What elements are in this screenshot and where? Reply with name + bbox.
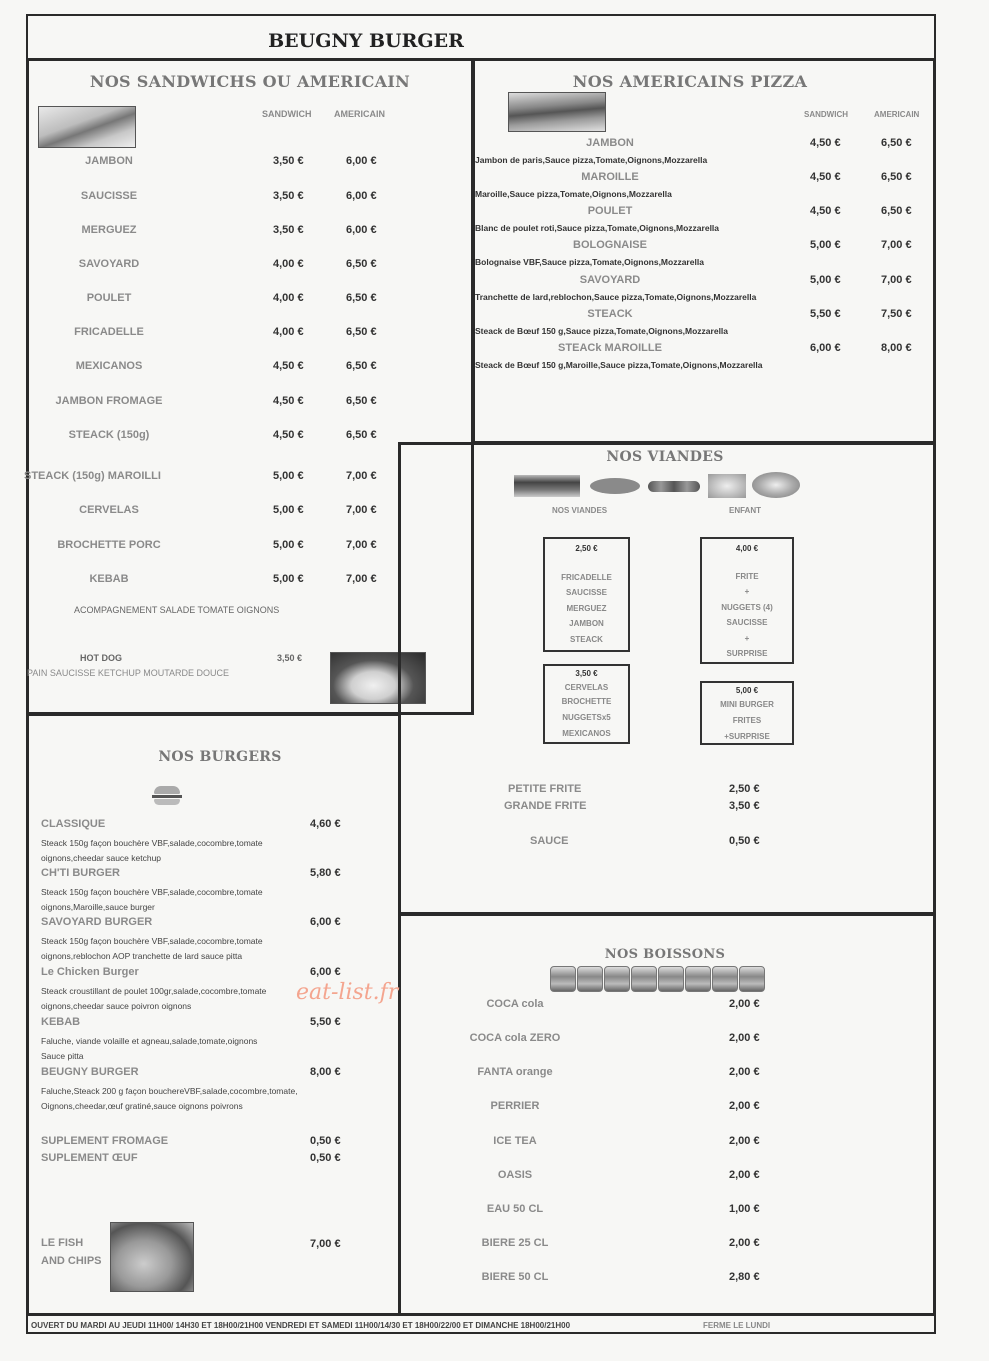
pizza-description: Jambon de paris,Sauce pizza,Tomate,Oignons,Mozzarella [475, 155, 708, 165]
fish-and-chips-price: 7,00 € [310, 1238, 341, 1250]
pizza-photo [508, 92, 606, 132]
pizza-description: Steack de Bœuf 150 g,Maroille,Sauce pizza,Tomate,Oignons,Mozzarella [475, 360, 763, 370]
americain-price: 7,00 € [346, 470, 377, 482]
burger-description: oignons,cheedar sauce poivron oignons [41, 1001, 192, 1011]
sandwich-name: STEACK (150g) MAROILLI [24, 470, 161, 482]
burger-price: 6,00 € [310, 966, 341, 978]
burger-description: oignons,reblochon AOP tranchette de lard sauce pitta [41, 951, 243, 961]
burger-price: 4,60 € [310, 818, 341, 830]
burger-name: CH'TI BURGER [41, 867, 121, 879]
americain-price: 6,00 € [346, 190, 377, 202]
boisson-name: EAU 50 CL [486, 1203, 544, 1215]
viande-photo-3 [648, 481, 700, 492]
americain-price: 6,50 € [346, 292, 377, 304]
drink-can-icon [550, 966, 576, 992]
pizza-name: STEACK [587, 308, 633, 320]
boisson-name: ICE TEA [493, 1135, 537, 1147]
pizza-sandwich-price: 4,50 € [810, 137, 841, 149]
boisson-name: PERRIER [490, 1100, 540, 1112]
box4-item: +SURPRISE [724, 732, 770, 741]
boisson-price: 2,00 € [729, 1066, 760, 1078]
hotdog-name: HOT DOG [80, 653, 122, 663]
extra-sauce: SAUCE [530, 835, 569, 847]
box2-price: 3,50 € [575, 669, 598, 678]
hotdog-description: PAIN SAUCISSE KETCHUP MOUTARDE DOUCE [27, 668, 230, 678]
sandwich-price: 4,00 € [273, 258, 304, 270]
americain-price: 7,00 € [346, 573, 377, 585]
burger-price: 8,00 € [310, 1066, 341, 1078]
sandwich-price: 3,50 € [273, 190, 304, 202]
extra-petite-frite-price: 2,50 € [729, 783, 760, 795]
americain-price: 6,50 € [346, 326, 377, 338]
restaurant-title: BEUGNY BURGER [268, 30, 464, 52]
box1-item: MERGUEZ [566, 603, 607, 613]
americain-price: 6,50 € [346, 395, 377, 407]
pizza-name: STEACk MAROILLE [558, 342, 662, 354]
box3-price: 4,00 € [735, 544, 759, 553]
box1-item: STEACK [570, 634, 603, 644]
pizza-sandwich-price: 5,00 € [810, 239, 841, 251]
sandwich-price: 4,50 € [273, 360, 304, 372]
sandwich-name: JAMBON FROMAGE [55, 395, 163, 407]
accompagnement-note: ACOMPAGNEMENT SALADE TOMATE OIGNONS [74, 605, 280, 615]
sandwichs-col-americain: AMERICAIN [334, 109, 385, 119]
pizza-americain-price: 7,00 € [881, 274, 912, 286]
box1-item: SAUCISSE [566, 588, 607, 597]
extra-petite-frite: PETITE FRITE [508, 783, 582, 795]
boisson-name: BIERE 25 CL [481, 1237, 549, 1249]
fish-and-chips-line1: LE FISH [41, 1237, 84, 1249]
box3-item: + [744, 587, 750, 596]
pizza-col-americain: AMERICAIN [874, 110, 920, 119]
americain-price: 6,50 € [346, 258, 377, 270]
pizza-description: Maroille,Sauce pizza,Tomate,Oignons,Mozzarella [475, 189, 672, 199]
boisson-price: 2,00 € [729, 998, 760, 1010]
sandwich-price: 4,00 € [273, 326, 304, 338]
box2-item: CERVELAS [564, 683, 609, 692]
pizza-description: Tranchette de lard,reblochon,Sauce pizza,Tomate,Oignons,Mozzarella [475, 292, 757, 302]
sandwich-price: 5,00 € [273, 573, 304, 585]
fish-and-chips-photo [110, 1222, 194, 1292]
pizza-sandwich-price: 5,50 € [810, 308, 841, 320]
enfant-box-4-00 [700, 537, 794, 664]
burger-description: Steack 150g façon bouchère VBF,salade,cocombre,tomate [41, 838, 263, 848]
drink-can-icon [712, 966, 738, 992]
drink-can-icon [604, 966, 630, 992]
pizza-name: MAROILLE [581, 171, 639, 183]
boisson-price: 2,00 € [729, 1135, 760, 1147]
box3-item: FRITE [735, 571, 759, 581]
pizza-americain-price: 7,00 € [881, 239, 912, 251]
viandes-title: NOS VIANDES [606, 449, 724, 465]
burger-description: Steack 150g façon bouchère VBF,salade,cocombre,tomate [41, 887, 263, 897]
sandwich-name: FRICADELLE [74, 326, 144, 338]
viandes-box-3-50 [543, 664, 630, 744]
box3-item: SURPRISE [726, 649, 768, 658]
sandwichs-col-sandwich: SANDWICH [262, 109, 312, 119]
drink-can-icon [685, 966, 711, 992]
hotdog-price: 3,50 € [277, 653, 303, 663]
sandwich-price: 4,50 € [273, 395, 304, 407]
viandes-col-viandes: NOS VIANDES [552, 506, 608, 515]
sandwich-photo [38, 106, 136, 148]
sandwich-price: 4,00 € [273, 292, 304, 304]
fish-and-chips-line2: AND CHIPS [41, 1255, 102, 1267]
pizza-sandwich-price: 4,50 € [810, 171, 841, 183]
americain-price: 7,00 € [346, 504, 377, 516]
pizza-description: Steack de Bœuf 150 g,Sauce pizza,Tomate,Oignons,Mozzarella [475, 326, 729, 336]
drink-can-icon [658, 966, 684, 992]
pizza-americain-price: 6,50 € [881, 137, 912, 149]
boisson-name: OASIS [497, 1169, 533, 1181]
opening-hours: OUVERT DU MARDI AU JEUDI 11H00/ 14H30 ET 18H00/21H00 VENDREDI ET SAMEDI 11H00/14/30 ET 18H00/22/00 ET DIMANCHE 18H00/21H00 [31, 1321, 571, 1330]
viande-photo-5 [752, 472, 800, 498]
americain-price: 6,00 € [346, 224, 377, 236]
sandwich-name: MEXICANOS [75, 360, 143, 372]
burger-description: Steack 150g façon bouchère VBF,salade,cocombre,tomate [41, 936, 263, 946]
boissons-title: NOS BOISSONS [604, 947, 726, 962]
burger-description: Faluche, viande volaille et agneau,salade,tomate,oignons [41, 1036, 258, 1046]
americain-price: 7,00 € [346, 539, 377, 551]
sandwich-name: BROCHETTE PORC [57, 539, 161, 551]
pizza-americain-price: 6,50 € [881, 171, 912, 183]
box1-item: FRICADELLE [561, 572, 612, 582]
viande-photo-2 [590, 478, 640, 494]
sandwich-name: JAMBON [85, 155, 133, 167]
sandwich-name: SAVOYARD [78, 258, 140, 270]
extra-sauce-price: 0,50 € [729, 835, 760, 847]
viandes-section [398, 442, 936, 915]
drink-can-icon [631, 966, 657, 992]
supplement-fromage-price: 0,50 € [310, 1135, 341, 1147]
box2-item: NUGGETSx5 [562, 713, 611, 722]
burger-icon [152, 786, 182, 806]
box1-item: JAMBON [569, 619, 604, 628]
box4-item: MINI BURGER [720, 700, 774, 709]
sandwich-price: 5,00 € [273, 504, 304, 516]
pizza-americain-price: 7,50 € [881, 308, 912, 320]
burger-price: 5,50 € [310, 1016, 341, 1028]
boisson-price: 2,00 € [729, 1032, 760, 1044]
americain-price: 6,50 € [346, 360, 377, 372]
extra-grande-frite: GRANDE FRITE [504, 800, 587, 812]
boisson-price: 2,00 € [729, 1100, 760, 1112]
pizza-name: POULET [587, 205, 633, 217]
viande-photo-1 [514, 475, 580, 497]
sandwich-price: 5,00 € [273, 539, 304, 551]
pizza-description: Bolognaise VBF,Sauce pizza,Tomate,Oignons,Mozzarella [475, 257, 704, 267]
box2-item: MEXICANOS [562, 729, 611, 738]
pizza-col-sandwich: SANDWICH [804, 110, 848, 119]
pizza-title: NOS AMERICAINS PIZZA [572, 72, 808, 91]
boisson-name: COCA cola [486, 998, 544, 1010]
viande-photo-4 [708, 474, 746, 498]
burgers-title: NOS BURGERS [158, 749, 282, 765]
enfant-box-5-00 [700, 681, 794, 745]
boisson-price: 2,00 € [729, 1237, 760, 1249]
drink-can-icon [739, 966, 765, 992]
watermark: eat-list.fr [296, 980, 399, 1005]
burger-price: 5,80 € [310, 867, 341, 879]
burger-name: Le Chicken Burger [41, 966, 139, 978]
box3-item: SAUCISSE [726, 618, 768, 627]
boisson-name: COCA cola ZERO [469, 1032, 561, 1044]
burger-description: Steack croustillant de poulet 100gr,salade,cocombre,tomate [41, 986, 267, 996]
closed-day: FERME LE LUNDI [703, 1321, 771, 1330]
sandwich-price: 3,50 € [273, 155, 304, 167]
drink-can-icon [577, 966, 603, 992]
boisson-price: 1,00 € [729, 1203, 760, 1215]
extra-grande-frite-price: 3,50 € [729, 800, 760, 812]
pizza-name: BOLOGNAISE [573, 239, 647, 251]
boisson-price: 2,00 € [729, 1169, 760, 1181]
americain-price: 6,00 € [346, 155, 377, 167]
box2-item: BROCHETTE [561, 697, 612, 706]
burger-name: CLASSIQUE [41, 818, 106, 830]
sandwich-name: STEACK (150g) [68, 429, 150, 441]
pizza-americain-price: 6,50 € [881, 205, 912, 217]
sandwich-name: MERGUEZ [81, 224, 137, 236]
burger-name: SAVOYARD BURGER [41, 916, 153, 928]
supplement-oeuf: SUPLEMENT ŒUF [41, 1152, 138, 1164]
viandes-box-2-50 [543, 537, 630, 652]
sandwich-price: 4,50 € [273, 429, 304, 441]
pizza-sandwich-price: 4,50 € [810, 205, 841, 217]
burger-name: KEBAB [41, 1016, 81, 1028]
sandwich-price: 3,50 € [273, 224, 304, 236]
burger-price: 6,00 € [310, 916, 341, 928]
sandwich-price: 5,00 € [273, 470, 304, 482]
sandwich-name: KEBAB [89, 573, 129, 585]
pizza-description: Blanc de poulet roti,Sauce pizza,Tomate,Oignons,Mozzarella [475, 223, 720, 233]
viandes-col-enfant: ENFANT [729, 506, 761, 515]
pizza-americain-price: 8,00 € [881, 342, 912, 354]
sandwichs-title: NOS SANDWICHS OU AMERICAIN [89, 72, 411, 91]
box3-item: NUGGETS (4) [721, 602, 773, 612]
burger-description: Faluche,Steack 200 g façon bouchereVBF,salade,cocombre,tomate, [41, 1086, 298, 1096]
boisson-price: 2,80 € [729, 1271, 760, 1283]
box3-item: + [744, 633, 750, 643]
supplement-oeuf-price: 0,50 € [310, 1152, 341, 1164]
pizza-sandwich-price: 6,00 € [810, 342, 841, 354]
burger-description: Sauce pitta [41, 1051, 84, 1061]
box1-price: 2,50 € [575, 544, 598, 553]
pizza-name: JAMBON [586, 137, 634, 149]
box4-price: 5,00 € [735, 686, 759, 695]
burger-name: BEUGNY BURGER [41, 1066, 139, 1078]
boisson-name: BIERE 50 CL [481, 1271, 549, 1283]
pizza-sandwich-price: 5,00 € [810, 274, 841, 286]
americain-price: 6,50 € [346, 429, 377, 441]
sandwich-name: CERVELAS [79, 504, 139, 516]
pizza-name: SAVOYARD [579, 274, 641, 286]
sandwich-name: POULET [86, 292, 132, 304]
burgers-section [26, 713, 401, 1316]
boisson-name: FANTA orange [477, 1066, 553, 1078]
sandwich-name: SAUCISSE [80, 190, 138, 202]
burger-description: Oignons,cheedar,œuf gratiné,sauce oignons poivrons [41, 1101, 243, 1111]
supplement-fromage: SUPLEMENT FROMAGE [41, 1135, 169, 1147]
box4-item: FRITES [732, 716, 762, 725]
burger-description: oignons,Maroille,sauce burger [41, 902, 155, 912]
burger-description: oignons,cheedar sauce ketchup [41, 853, 162, 863]
